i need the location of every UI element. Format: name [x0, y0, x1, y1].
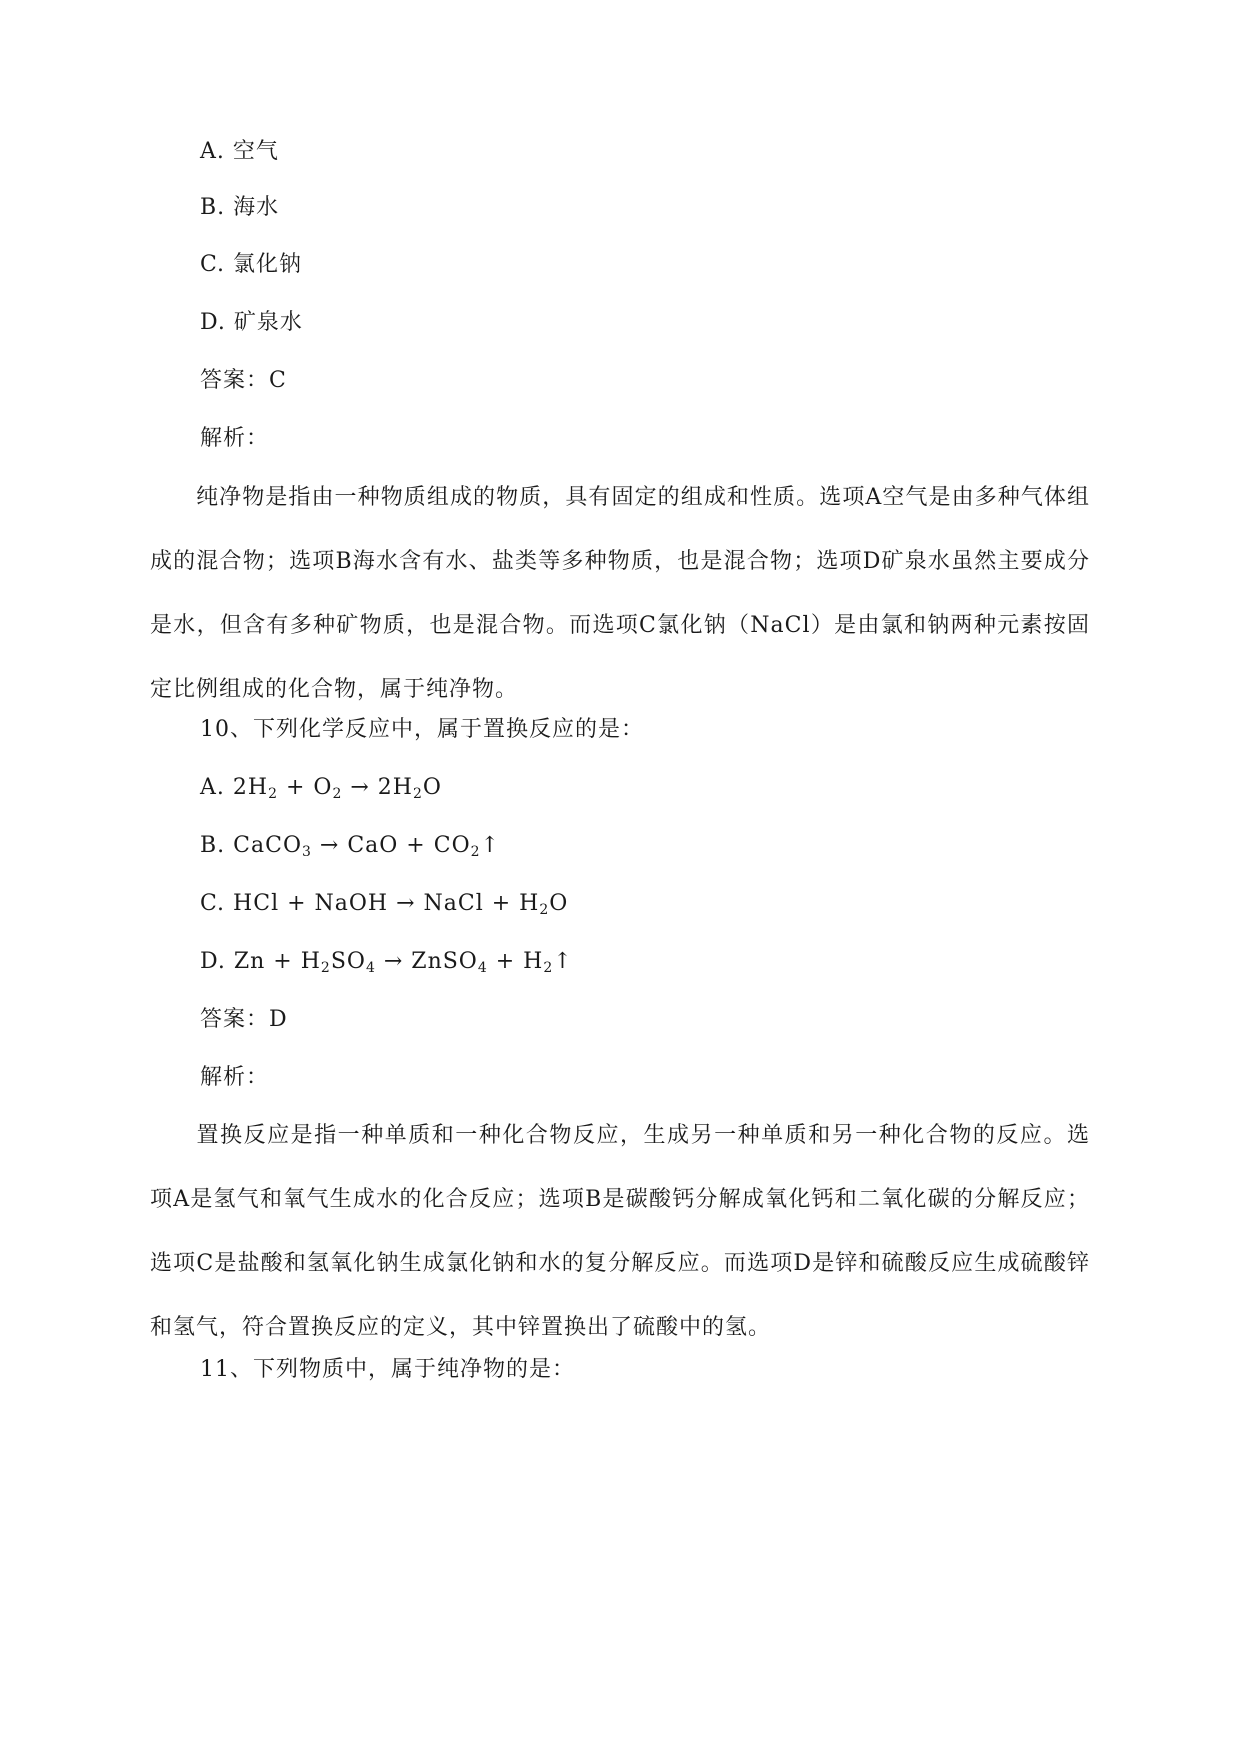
q10-option-d: D. $Zn + H_2SO_4$ → ZnSO$_4$ + $H_2↑$	[200, 949, 573, 976]
q10-analysis-text: 置换反应是指一种单质和一种化合物反应，生成另一种单质和另一种化合物的反应。选项A是氢气和氧气生成水的化合反应；选项B是碳酸钙分解成氧化钙和二氧化碳的分解反应；选项C是盐酸和氢氧化钠生成氯化钠和水的复分解反应。而选项D是锌和硫酸反应生成硫酸锌和氢气，符合置换反应的定义，其中锌置换出了硫酸中的氢。	[150, 1123, 1090, 1340]
q10-option-b: B. CaCO$_3$ → CaO + $CO_2↑$	[200, 833, 500, 860]
q9-option-a: A. 空气	[200, 139, 279, 164]
q9-analysis-label: 解析：	[200, 426, 270, 451]
q9-option-c: C. 氯化钠	[200, 252, 303, 277]
q11-question: 11、下列物质中，属于纯净物的是：	[200, 1357, 575, 1382]
q9-answer: 答案：C	[200, 368, 287, 393]
q10-analysis-label: 解析：	[200, 1065, 270, 1090]
q10-option-a: A. $2H_2 + O_2 \to 2H_2O$	[200, 775, 442, 802]
q9-analysis-text: 纯净物是指由一种物质组成的物质，具有固定的组成和性质。选项A空气是由多种气体组成的混合物；选项B海水含有水、盐类等多种物质，也是混合物；选项D矿泉水虽然主要成分是水，但含有多种矿物质，也是混合物。而选项C氯化钠（NaCl）是由氯和钠两种元素按固定比例组成的化合物，属于纯净物。	[150, 485, 1090, 702]
q9-option-d: D. 矿泉水	[200, 310, 303, 335]
q10-option-c: C. HCl + NaOH → NaCl + $H_2O$	[200, 891, 569, 918]
q9-option-b: B. 海水	[200, 195, 280, 220]
q10-question: 10、下列化学反应中，属于置换反应的是：	[200, 717, 644, 742]
q10-answer: 答案：D	[200, 1007, 288, 1032]
